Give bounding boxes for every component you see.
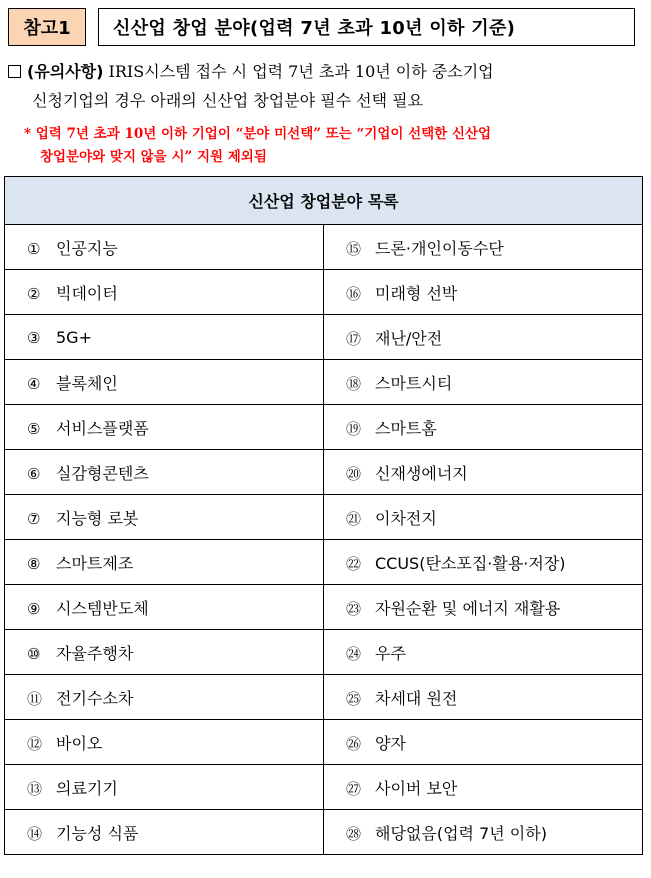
warning-note: [24, 123, 639, 169]
item-label: CCUS(탄소포집·활용·저장): [375, 553, 566, 573]
list-item: [324, 225, 643, 270]
item-label: 지능형 로봇: [56, 508, 139, 528]
item-number: ⑲: [346, 419, 362, 438]
item-label: 해당없음(업력 7년 이하): [375, 823, 547, 843]
table-row: [5, 720, 643, 765]
item-number: ㉕: [346, 689, 362, 708]
item-label: 스마트홈: [375, 418, 437, 438]
list-item: [324, 720, 643, 765]
item-number: ㉔: [346, 644, 362, 663]
item-label: 바이오: [56, 733, 103, 753]
list-item: [324, 585, 643, 630]
list-item: [5, 720, 324, 765]
item-number: ⑤: [27, 419, 41, 438]
page-title: 신산업 창업 분야(업력 7년 초과 10년 이하 기준): [98, 8, 635, 46]
item-number: ⑯: [346, 284, 362, 303]
item-number: ①: [27, 239, 41, 258]
item-number: ④: [27, 374, 41, 393]
list-item: [5, 270, 324, 315]
table-row: [5, 405, 643, 450]
item-number: ⑭: [27, 824, 43, 843]
list-item: [324, 675, 643, 720]
notice-block: [8, 60, 638, 113]
item-number: ⑰: [346, 329, 362, 348]
list-item: [5, 675, 324, 720]
list-item: [324, 405, 643, 450]
item-number: ⑮: [346, 239, 362, 258]
item-number: ③: [27, 328, 41, 347]
list-item: [5, 810, 324, 855]
item-label: 실감형콘텐츠: [56, 463, 149, 483]
table-row: [5, 315, 643, 360]
item-label: 서비스플랫폼: [56, 418, 149, 438]
item-number: ㉘: [346, 824, 362, 843]
item-label: 차세대 원전: [375, 688, 458, 708]
list-item: [5, 360, 324, 405]
item-number: ⑦: [27, 509, 41, 528]
table-row: [5, 270, 643, 315]
item-label: 빅데이터: [56, 283, 118, 303]
item-number: ⑬: [27, 779, 43, 798]
item-label: 재난/안전: [375, 328, 443, 348]
item-label: 블록체인: [56, 373, 118, 393]
warning-line-2: 창업분야와 맞지 않을 시” 지원 제외됨: [40, 149, 267, 165]
table-row: [5, 585, 643, 630]
table-row: [5, 810, 643, 855]
item-label: 의료기기: [56, 778, 118, 798]
item-number: ⑥: [27, 464, 41, 483]
table-body: [5, 225, 643, 855]
list-item: [324, 765, 643, 810]
item-label: 자원순환 및 에너지 재활용: [375, 598, 561, 618]
list-item: [324, 810, 643, 855]
item-label: 이차전지: [375, 508, 437, 528]
item-number: ㉑: [346, 509, 362, 528]
table-row: [5, 675, 643, 720]
list-item: [324, 630, 643, 675]
document-header: [8, 8, 635, 48]
list-item: [5, 765, 324, 810]
list-item: [5, 225, 324, 270]
item-number: ⑪: [27, 689, 43, 708]
warning-line-1: * 업력 7년 초과 10년 이하 기업이 “분야 미선택” 또는 “기업이 선택한 신산업: [24, 126, 492, 142]
list-item: [5, 585, 324, 630]
item-label: 자율주행차: [56, 643, 134, 663]
item-number: ⑩: [27, 644, 41, 663]
item-label: 사이버 보안: [375, 778, 458, 798]
item-label: 드론·개인이동수단: [375, 238, 504, 258]
table-row: [5, 540, 643, 585]
item-number: ⑳: [346, 464, 362, 483]
item-label: 인공지능: [56, 238, 118, 258]
table-row: [5, 360, 643, 405]
list-item: [324, 315, 643, 360]
table-row: [5, 765, 643, 810]
item-number: ⑱: [346, 374, 362, 393]
item-label: 스마트시티: [375, 373, 453, 393]
item-label: 양자: [375, 733, 406, 753]
item-label: 미래형 선박: [375, 283, 458, 303]
list-item: [5, 450, 324, 495]
list-item: [324, 495, 643, 540]
notice-label: (유의사항): [27, 62, 104, 81]
list-item: [5, 495, 324, 540]
table-row: [5, 225, 643, 270]
checkbox-bullet-icon: [8, 65, 21, 78]
item-number: ⑫: [27, 734, 43, 753]
item-label: 전기수소차: [56, 688, 134, 708]
item-number: ⑧: [27, 554, 41, 573]
list-item: [5, 405, 324, 450]
industry-list-table: [4, 176, 643, 855]
item-number: ㉒: [346, 554, 362, 573]
list-item: [5, 630, 324, 675]
reference-badge: 참고1: [8, 8, 86, 46]
list-item: [5, 540, 324, 585]
list-item: [324, 450, 643, 495]
item-number: ⑨: [27, 599, 41, 618]
table-row: [5, 630, 643, 675]
list-item: [324, 270, 643, 315]
item-number: ②: [27, 284, 41, 303]
table-header: 신산업 창업분야 목록: [5, 177, 643, 225]
item-label: 시스템반도체: [56, 598, 149, 618]
item-label: 우주: [375, 643, 406, 663]
item-label: 기능성 식품: [56, 823, 139, 843]
item-number: ㉓: [346, 599, 362, 618]
notice-line-1: IRIS시스템 접수 시 업력 7년 초과 10년 이하 중소기업: [108, 62, 494, 81]
list-item: [5, 315, 324, 360]
item-label: 신재생에너지: [375, 463, 468, 483]
item-number: ㉗: [346, 779, 362, 798]
list-item: [324, 540, 643, 585]
table-row: [5, 450, 643, 495]
notice-line-2: 신청기업의 경우 아래의 신산업 창업분야 필수 선택 필요: [32, 91, 424, 110]
list-item: [324, 360, 643, 405]
item-label: 스마트제조: [56, 553, 134, 573]
item-number: ㉖: [346, 734, 362, 753]
item-label: 5G+: [56, 327, 92, 347]
table-row: [5, 495, 643, 540]
